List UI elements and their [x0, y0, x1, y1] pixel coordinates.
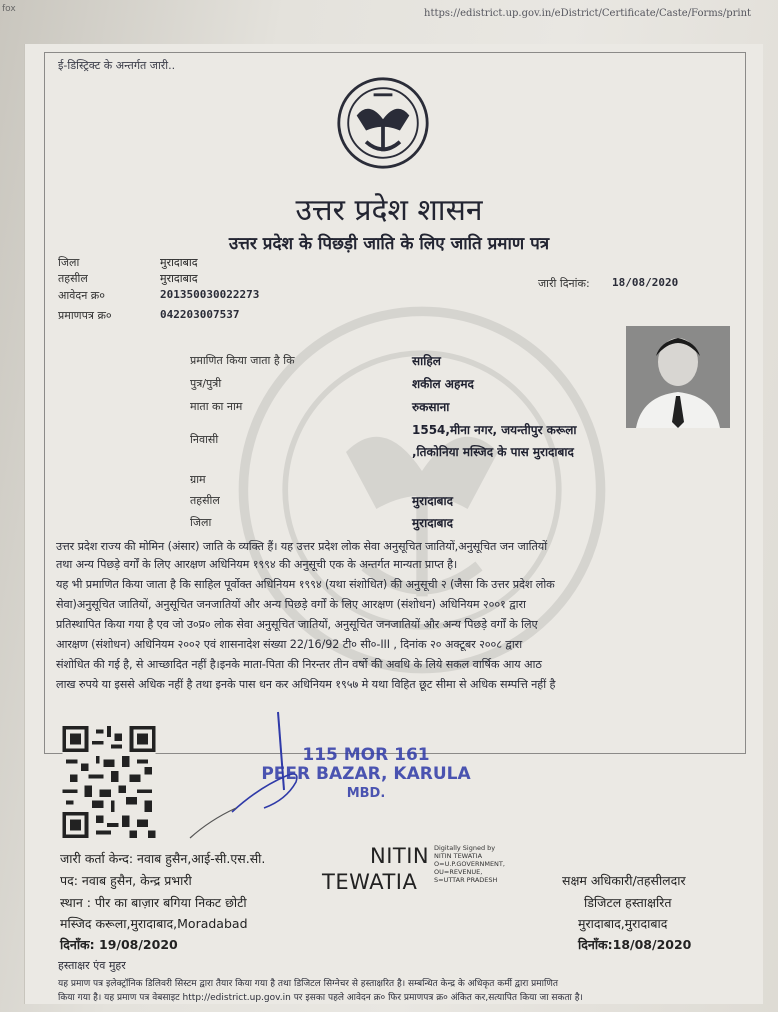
- footer-note-2: किया गया है। यह प्रमाण पत्र वेबसाइट http://edistrict.up.gov.in पर इसका पहले आवेदन क्र० फिर प्रमाणपत्र क्र० अंकित कर,सत्यापित किया जा सकता है।: [58, 993, 583, 1003]
- applicant-name: साहिल: [412, 354, 441, 368]
- certificate-number-label: प्रमाणपत्र क्र०: [58, 309, 112, 322]
- paragraph-line: प्रतिस्थापित किया गया है एव जो उ०प्र० लोक सेवा अनुसूचित जातियों, अनुसूचित जनजातियों और अन्य पिछड़े वर्गों के लिए: [56, 618, 538, 631]
- detail-district-label: जिला: [190, 516, 212, 529]
- certificate-title: उत्तर प्रदेश शासन: [295, 193, 483, 228]
- issuer-place-line-2: मस्जिद करूला,मुरादाबाद,Moradabad: [60, 916, 248, 931]
- digital-line: Digitally Signed by: [434, 844, 496, 852]
- issuer-place: स्थान : पीर का बाज़ार बगिया निकट छोटी: [60, 895, 247, 910]
- applicant-photo: [626, 326, 730, 428]
- digital-line: OU=REVENUE,: [434, 868, 483, 876]
- detail-tehsil-label: तहसील: [190, 494, 220, 507]
- issuing-centre: जारी कर्ता केन्द: नवाब हुसैन,आई-सी.एस.सी.: [60, 851, 266, 866]
- qr-code: [62, 726, 156, 838]
- certified-label: प्रमाणित किया जाता है कि: [190, 354, 295, 367]
- district-label: जिला: [58, 256, 80, 269]
- paragraph-line: संशोधित की गई है, से आच्छादित नहीं है।इनके माता-पिता की निरन्तर तीन वर्षो की अवधि के लिये सकल वार्षिक आय आठ: [56, 658, 542, 671]
- son-of-label: पुत्र/पुत्री: [190, 377, 222, 390]
- print-url: https://edistrict.up.gov.in/eDistrict/Certificate/Caste/Forms/print: [424, 8, 752, 19]
- digital-line: NITIN TEWATIA: [434, 852, 483, 860]
- certificate-number-value: 042203007537: [160, 308, 240, 321]
- signature-stamp-label: हस्ताक्षर एंव मुहर: [58, 959, 126, 972]
- village-label: ग्राम: [190, 473, 206, 486]
- issuer-post: पद: नवाब हुसैन, केन्द्र प्रभारी: [60, 873, 192, 888]
- paragraph-line: उत्तर प्रदेश राज्य की मोमिन (अंसार) जाति के व्यक्ति हैं। यह उत्तर प्रदेश लोक सेवा अनुसूचित जातियों,अनुसूचित जन जातियों: [56, 540, 548, 553]
- district-value: मुरादाबाद: [160, 256, 198, 269]
- signatory-first-name: NITIN: [370, 844, 430, 868]
- issue-date-label: जारी दिनांक:: [538, 277, 590, 290]
- up-state-emblem: [336, 76, 430, 170]
- paragraph-line: आरक्षण (संशोधन) अधिनियम २००२ एवं शासनादेश संख्या 22/16/92 टी० सी०-III , दिनांक २० अक्टूबर २००८ द्वारा: [56, 638, 523, 651]
- mother-name: रुकसाना: [412, 400, 450, 414]
- paragraph-line: तथा अन्य पिछड़े वर्गों के लिए आरक्षण अधिनियम १९९४ की अनुसूची एक के अन्तर्गत मान्यता प्राप्त है।: [56, 558, 458, 571]
- tehsil-label: तहसील: [58, 272, 88, 285]
- paragraph-line: यह भी प्रमाणित किया जाता है कि साहिल पूर्वोक्त अधिनियम १९९४ (यथा संशोधित) की अनुसूची २ (जैसा कि उत्तर प्रदेश लोक: [56, 578, 555, 591]
- digital-signature-info: [434, 844, 505, 884]
- officer-date: दिनाँक:18/08/2020: [578, 937, 692, 952]
- detail-district-value: मुरादाबाद: [412, 516, 454, 530]
- issue-date-value: 18/08/2020: [612, 276, 679, 289]
- footer-note-1: यह प्रमाण पत्र इलेक्ट्रॉनिक डिलिवरी सिस्टम द्वारा तैयार किया गया है तथा डिजिटल सिग्नेचर से हस्ताक्षरित है। सम्बन्धित केन्द्र के अधिकृत कर्मी द्वारा प्रमाणित: [58, 979, 558, 989]
- tehsil-value: मुरादाबाद: [160, 272, 198, 285]
- application-number-label: आवेदन क्र०: [58, 289, 105, 302]
- paragraph-line: सेवा)अनुसूचित जातियों, अनुसूचित जनजातियों और अन्य पिछड़े वर्गों के लिए आरक्षण (संशोधन) अधिनियम २००१ द्वारा: [56, 598, 526, 611]
- father-name: शकील अहमद: [412, 377, 474, 391]
- signatory-last-name: TEWATIA: [322, 870, 418, 894]
- resident-label: निवासी: [190, 433, 219, 446]
- mother-name-label: माता का नाम: [190, 400, 243, 413]
- digital-line: S=UTTAR PRADESH: [434, 876, 498, 884]
- certificate-subtitle: उत्तर प्रदेश के पिछड़ी जाति के लिए जाति प्रमाण पत्र: [228, 234, 550, 254]
- detail-tehsil-value: मुरादाबाद: [412, 494, 454, 508]
- digital-line: O=U.P.GOVERNMENT,: [434, 860, 505, 868]
- stamp-line-2: PEER BAZAR, KARULA: [261, 764, 471, 784]
- paragraph-line: लाख रुपये या इससे अधिक नहीं है तथा इनके पास धन कर अधिनियम १९५७ मे यथा विहित छूट सीमा से अधिक सम्पत्ति नहीं है: [56, 678, 556, 691]
- centre-stamp: [256, 746, 476, 803]
- officer-place: मुरादाबाद,मुरादाबाद: [578, 916, 668, 931]
- issuer-date: दिनाँक: 19/08/2020: [60, 937, 178, 952]
- digitally-signed-label: डिजिटल हस्ताक्षरित: [584, 895, 672, 910]
- application-number-value: 201350030022273: [160, 288, 260, 301]
- stamp-line-1: 115 MOR 161: [302, 745, 430, 765]
- issued-under-text: ई-डिस्ट्रिक्ट के अन्तर्गत जारी..: [58, 59, 176, 72]
- address-line-2: ,तिकोनिया मस्जिद के पास मुरादाबाद: [412, 445, 574, 459]
- address-line-1: 1554,मीना नगर, जयन्तीपुर करूला: [412, 423, 577, 437]
- corner-text-fragment: fox: [2, 4, 16, 14]
- officer-designation: सक्षम अधिकारी/तहसीलदार: [562, 873, 686, 888]
- stamp-line-3: MBD.: [346, 786, 386, 801]
